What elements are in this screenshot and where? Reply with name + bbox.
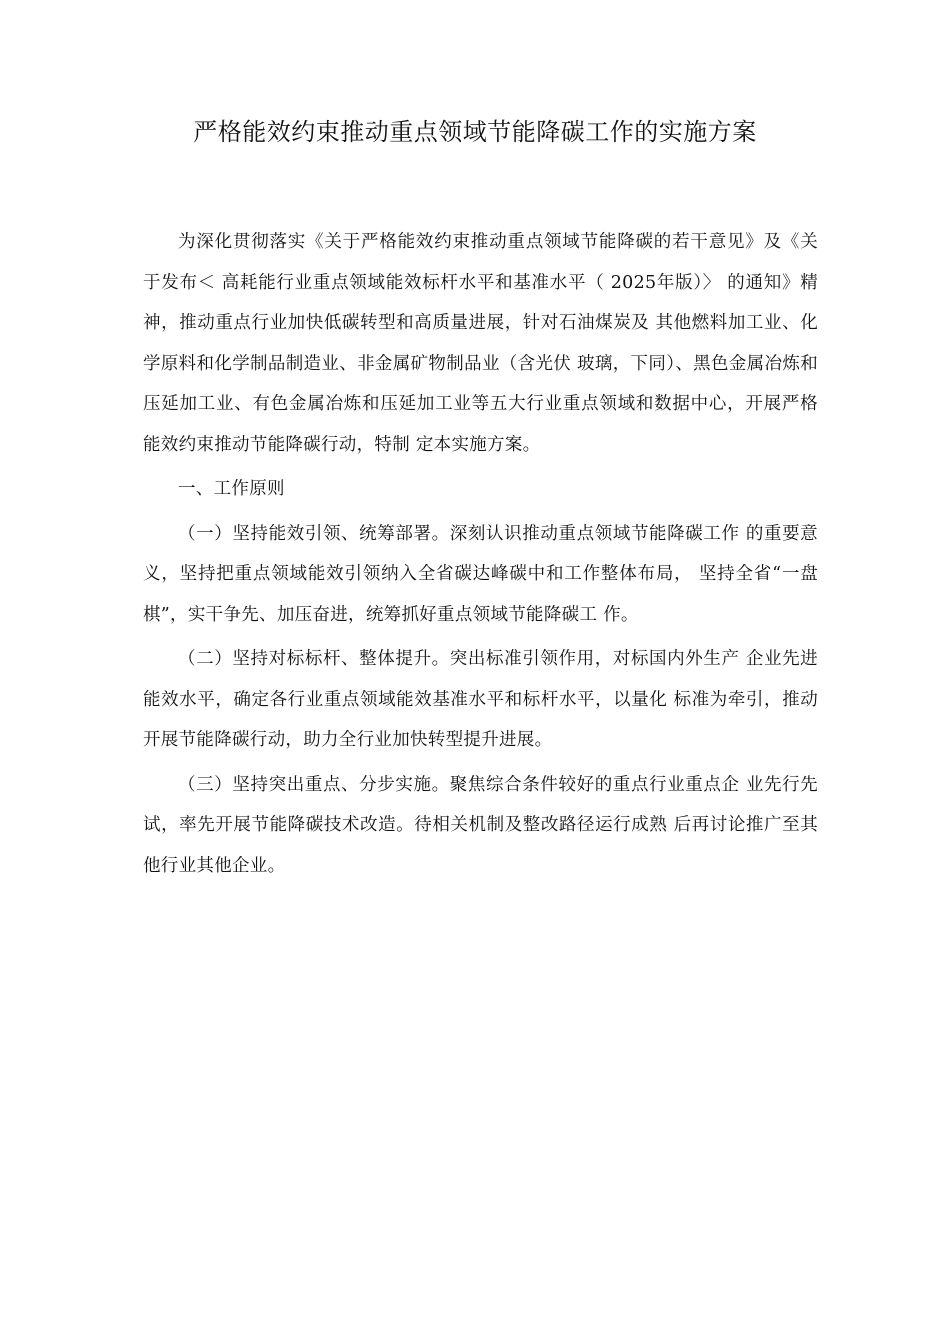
section-heading-principles: 一、工作原则 <box>178 479 285 499</box>
document-title: 严格能效约束推动重点领域节能降碳工作的实施方案 <box>193 118 757 146</box>
principle-paragraph-3: （三）坚持突出重点、分步实施。聚焦综合条件较好的重点行业重点企 业先行先试，率先开展节能降碳技术改造。待相关机制及整改路径运行成熟 后再讨论推广至其他行业其他企业。 <box>143 774 818 876</box>
principle-paragraph-2: （二）坚持对标标杆、整体提升。突出标准引领作用，对标国内外生产 企业先进能效水平，确定各行业重点领域能效基准水平和标杆水平，以量化 标准为牵引，推动开展节能降碳行动，助力全行业加快转型提升进展。 <box>143 649 818 750</box>
principle-paragraph-1: （一）坚持能效引领、统筹部署。深刻认识推动重点领域节能降碳工作 的重要意义，坚持把重点领域能效引领纳入全省碳达峰碳中和工作整体布局， 坚持全省“一盘棋”，实干争先、加压奋进，统筹抓好重点领域节能降碳工 作。 <box>143 523 818 625</box>
document-body <box>143 222 818 890</box>
intro-paragraph: 为深化贯彻落实《关于严格能效约束推动重点领域节能降碳的若干意见》及《关于发布＜ 高耗能行业重点领域能效标杆水平和基准水平（ 2025年版）〉 的通知》精神，推动重点行业加快低碳转型和高质量进展，针对石油煤炭及 其他燃料加工业、化学原料和化学制品制造业、非金属矿物制品业（含光伏 玻璃，下同）、黑色金属冶炼和压延加工业、有色金属冶炼和压延加工业等五大行业重点领域和数据中心，开展严格能效约束推动节能降碳行动，特制 定本实施方案。 <box>143 232 818 455</box>
